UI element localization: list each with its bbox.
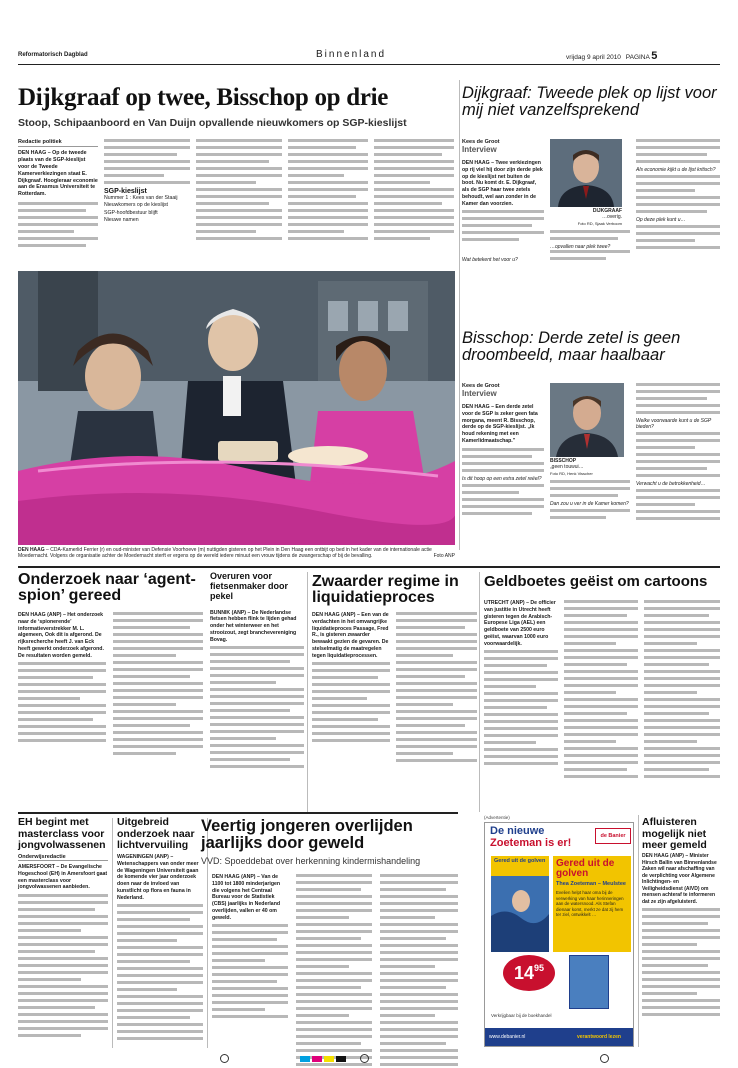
price-cents: 95 (534, 963, 545, 973)
lead-column-3 (196, 139, 282, 244)
cartoon-intro: UTRECHT (ANP) – De officier van justitie in Utrecht heeft gisteren tegen de Arabisch-Europese Liga (AEL) een geldboete van 2500 euro geëist, waarvan 1000 euro voorwaardelijk. (484, 600, 556, 647)
lead-subhead: Stoop, Schipaanboord en Van Duijn opvallende nieuwkomers op SGP-kieslijst (18, 117, 407, 129)
kieslijst-box-title: SGP-kieslijst (104, 188, 147, 195)
dijkgraaf-intro: DEN HAAG – Twee verkiezingen op rij viel hij door zijn derde plek op de kieslijst net buiten de boot. Nu komt dr. E. Dijkgraaf, als de SGP haar twee zetels behoudt, wel aan zonder in de Kamer dan voorzien. (462, 160, 543, 207)
dijkgraaf-q2: Wat betekent het voor u? (462, 257, 518, 263)
page-header (18, 50, 720, 64)
veertig-headline: Veertig jongeren overlijden jaarlijks door geweld (201, 817, 413, 852)
advert-book-thumb (569, 955, 609, 1009)
agent-headline: Onderzoek naar ‘agent-spion’ gereed (18, 571, 196, 604)
cartoon-headline: Geldboetes geëist om cartoons (484, 573, 708, 590)
page-date (566, 50, 657, 62)
dijkgraaf-q4: Op deze plek kunt u… (636, 217, 686, 223)
licht-intro: WAGENINGEN (ANP) – Wetenschappers van onder meer de Wageningen Universiteit gaan de komende vier jaar onderzoek doen naar de invloed van kunstlicht op flora en fauna in Nederland. (117, 854, 199, 901)
list-item: SGP-hoofdbestuur blijft (104, 209, 158, 216)
photo-ontbijt-op-bed (18, 271, 455, 545)
fietsenmaker-headline: Overuren voor fietsenmaker door pekel (210, 571, 289, 601)
veertig-subhead: VVD: Spoeddebat over herkenning kindermishandeling (201, 856, 421, 866)
agent-intro: DEN HAAG (ANP) – Het onderzoek naar de ‘spionerende’ informatieverstrekker M. L. algemeen, Ook dit is afgerond. De rijksrecherche heeft J. van Eck heeft gewerkt onderzoek afgerond. De resultaten worden gemeld. (18, 612, 104, 659)
bisschop-author: Kees de Groot (462, 383, 500, 389)
zwaarder-headline: Zwaarder regime in liquidatieproces (312, 573, 459, 606)
veertig-intro: DEN HAAG (ANP) – Van de 1100 tot 1800 minderjarigen die volgens het Centraal Bureau voor de Statistiek (CBS) jaarlijks in Nederland overlijden, vallen er 40 om geweld. (212, 874, 281, 921)
portrait-dijkgraaf (550, 139, 622, 207)
caption-label: DEN HAAG (18, 547, 45, 553)
advert-footer-brand: verantwoord lezen (577, 1034, 621, 1040)
price-big: 14 (513, 963, 534, 983)
caption-text: – CDA-Kamerlid Ferrier (r) en oud-minister van Defensie Voorhoeve (m) nuttigden gisteren op het Plein in Den Haag een ontbijt op bed in het kader van de internationale actie Moedernacht. Volgens de organisatie achter de Moedernacht sterft er ergens op de wereld iedere minuut een vrouw tijdens de zwangerschap of bij de bevalling. (18, 547, 432, 560)
bisschop-q1: Is dit hoop op een extra zetel reëel? (462, 475, 542, 482)
color-bar (324, 1056, 334, 1062)
bisschop-q3: Welke voorwaarde kunt u de SGP bieden? (636, 418, 712, 430)
list-item: Nummer 1 : Kees van der Staaij (104, 195, 178, 201)
banier-logo-text: de Banier (600, 833, 626, 839)
page-number: 5 (651, 50, 658, 62)
lead-photo-caption (18, 547, 455, 560)
section-name: Binnenland (316, 49, 387, 60)
kieslijst-box-items (104, 195, 190, 224)
bisschop-photo-caption: „geen touwui… (550, 464, 584, 471)
color-bar (336, 1056, 346, 1062)
color-bar (300, 1056, 310, 1062)
eh-intro: AMERSFOORT – De Evangelische Hogeschool (EH) in Amersfoort gaat een masterclass voor jongvolwassenen aanbieden. (18, 864, 108, 891)
lead-column-5 (374, 139, 454, 244)
list-item: Nieuwe namen (104, 216, 139, 223)
advert-label: (Advertentie) (484, 815, 510, 820)
advert-book-title: Gered uit de golven (556, 858, 615, 879)
lead-column-1 (18, 139, 98, 251)
lead-column-2 (104, 139, 190, 224)
afluisteren-intro: DEN HAAG (ANP) – Minister Hirsch Ballin van Binnenlandse Zaken wil naar afschaffing van de verplichting voor Algemene Inlichtingen- en Veiligheidsdienst (AIVD) om mensen achteraf te informeren dat ze zijn afgeluisterd. (642, 853, 717, 905)
afluisteren-headline: Afluisteren mogelijk niet meer gemeld (642, 816, 707, 852)
fietsenmaker-intro: BUNNIK (ANP) – De Nederlandse fietsen hebben flink te lijden gehad onder het winterweer en het strooizout, zegt branchevereniging Bovag. (210, 609, 297, 643)
advert-logo (595, 828, 631, 844)
bisschop-photo (550, 383, 624, 457)
advert-right-panel (553, 856, 631, 952)
eh-article (18, 854, 108, 1041)
bisschop-photo-name: BISSCHOP (550, 458, 577, 464)
advert-book-author: Thea Zoeteman – Meulstee (556, 881, 626, 887)
dijkgraaf-article (462, 139, 720, 269)
book-cover-title: Gered uit de golven (494, 858, 546, 864)
bisschop-headline: Bisschop: Derde zetel is geen droombeeld, maar haalbaar (462, 329, 681, 365)
advert-footer (485, 1028, 634, 1047)
registration-mark (600, 1054, 609, 1063)
advert-title-2: Zoeteman is er! (490, 837, 572, 849)
lead-column-4 (288, 139, 368, 244)
bisschop-intro: DEN HAAG – Een derde zetel voor de SGP is zeker geen fata morgana, meent R. Bisschop, derde op de SGP-kieslijst. „Ik houd rekening met een Kamerlidmaatschap.” (462, 404, 538, 444)
lead-intro: DEN HAAG – Op de tweede plaats van de SGP-kieslijst voor de Tweede Kamerverkiezingen staat E. Dijkgraaf. Hoogleraar economie aan de Erasmus Universiteit te Rotterdam. (18, 150, 98, 198)
bisschop-article (462, 383, 720, 553)
eh-byline: Onderwijsredactie (18, 854, 108, 861)
dijkgraaf-author: Kees de Groot (462, 139, 500, 145)
dijkgraaf-photo-name: DIJKGRAAF (592, 208, 622, 214)
lead-byline: Redactie politiek (18, 139, 98, 147)
zwaarder-intro: DEN HAAG (ANP) – Een van de verdachten in het omvangrijke liquidatieproces Passage, Fred R., is gisteren zwaarder bewaakt gezien de gevaren. De stelselmatig de maatregelen tegen liquidatieprocessen. (312, 612, 389, 659)
list-item: Nieuwkomers op de kieslijst (104, 202, 169, 209)
licht-article (117, 854, 203, 1044)
fietsenmaker-box (210, 572, 304, 812)
dijkgraaf-photo-credit: Foto RD, Sjaak Verboom (577, 220, 622, 226)
lead-photo (18, 271, 455, 545)
book-cover-image (491, 856, 549, 952)
lead-headline: Dijkgraaf op twee, Bisschop op drie (18, 84, 389, 111)
color-bar (312, 1056, 322, 1062)
advert-book-blurb: Evelien helpt haar oma bij de verwerking van haar herinneringen aan de watersnood. Als Stefan dienaar komt, merkt ze dat zij hem ter ziel, ontwikkelt … (556, 890, 624, 917)
bisschop-photo-credit: Foto RD, Henk Visscher (550, 470, 593, 476)
bisschop-q2: Dan zou u ver in de Kamer komen? (550, 500, 629, 507)
advert-top (485, 823, 634, 853)
dijkgraaf-q3: Als economie kijkt u de lijst kritisch? (636, 167, 716, 173)
advert-title-1: De nieuwe (490, 825, 545, 837)
advert-price-badge (503, 955, 555, 991)
photo-credit: Foto ANP (433, 553, 455, 560)
page-label: PAGINA (625, 54, 650, 61)
afluisteren-article (642, 853, 720, 1020)
advert[interactable] (484, 822, 634, 1047)
eh-headline: EH begint met masterclass voor jongvolwassenen (18, 816, 106, 852)
date-text: vrijdag 9 april 2010 (566, 54, 621, 61)
registration-mark (220, 1054, 229, 1063)
dijkgraaf-photo-caption: …overig. (601, 214, 622, 221)
registration-mark (360, 1054, 369, 1063)
advert-url[interactable]: www.debanier.nl (489, 1034, 526, 1040)
licht-headline: Uitgebreid onderzoek naar lichtvervuiling (117, 816, 195, 852)
bisschop-label: Interview (462, 389, 497, 398)
dijkgraaf-headline: Dijkgraaf: Tweede plek op lijst voor mij niet vanzelfsprekend (462, 84, 717, 120)
dijkgraaf-label: Interview (462, 145, 497, 154)
bisschop-q4: Verwacht u de betrokkenheid… (636, 481, 706, 487)
advert-book-cover (491, 856, 549, 952)
paper-name: Reformatorisch Dagblad (18, 52, 88, 58)
dijkgraaf-photo (550, 139, 622, 207)
portrait-bisschop (550, 383, 624, 457)
dijkgraaf-q1: …opvallen naar plek twee? (550, 243, 611, 250)
advert-store: Verkrijgbaar bij de boekhandel (491, 1013, 552, 1018)
